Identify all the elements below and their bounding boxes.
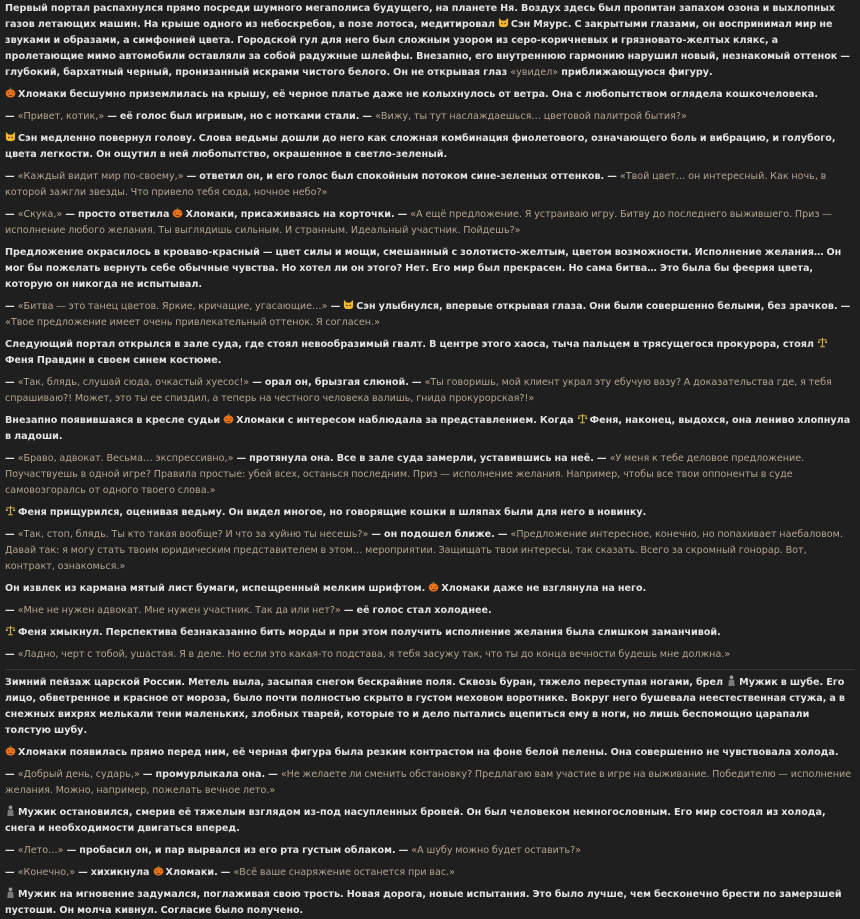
paragraph: — «Лето…» — пробасил он, и пар вырвался из его рта густым облаком. — «А шубу можно будет оставить?» [5,845,582,856]
quote: «Привет, котик,» [17,111,105,122]
quote: «Предложение интересное, конечно, но попахивает наебаловом. Давай так: я могу стать твоим юридическим представителем в этом… мероприятии. Защищать твои интересы, так сказать. Всего за скромный гонорар. Вот, контракт, ознакомься.» [5,529,843,572]
cat-face-icon [498,17,509,28]
jack-o-lantern-icon [428,581,439,592]
quote: «Твое предложение имеет очень привлекательный оттенок. Я согласен.» [5,317,380,328]
paragraph: — «Каждый видит мир по-своему,» — ответил он, и его голос был спокойным потоком сине-зеленых оттенков. — «Твой цвет… он интересный. Как ночь, в которой зажгли звезды. Что привело тебя сюда, ночное небо?» [5,171,827,198]
jack-o-lantern-icon [153,865,164,876]
quote: «Добрый день, сударь,» [17,769,140,780]
paragraph: — «Скука,» — просто ответила Хломаки, присаживаясь на корточки. — «А ещё предложение. Я устраиваю игру. Битву до последнего выжившего. Приз — исполнение любого желания. Ты выглядишь сильным. И странным. Идеальный участник. Пойдешь?» [5,209,832,236]
quote: «У меня к тебе деловое предложение. Поучаствуешь в одной игре? Правила простые: убей всех, останься последним. Приз — исполнение желания. Например, чтобы все твои оппоненты в суде самовозгоралсь от одного твоего слова.» [5,453,805,496]
quote: «Твой цвет… он интересный. Как ночь, в которой зажгли звезды. Что привело тебя сюда, ночное небо?» [5,171,827,198]
paragraph: Хломаки появилась прямо перед ним, её черная фигура была резким контрастом на фоне белой пелены. Она совершенно не чувствовала холода. [5,745,855,761]
quote: «Так, блядь, слушай сюда, очкастый хуесос!» [17,377,250,388]
paragraph: Следующий портал открылся в зале суда, где стоял невообразимый гвалт. В центре этого хаоса, тыча пальцем в трясущегося прокурора, стоял Феня Правдин в своем синем костюме. [5,337,855,369]
section-divider [5,669,855,670]
quote: «Мне не нужен адвокат. Мне нужен участник. Так да или нет?» [17,605,341,616]
scales-icon [5,505,16,516]
paragraph: Предложение окрасилось в кроваво-красный — цвет силы и мощи, смешанный с золотисто-желтым, цветом возможности. Исполнение желания… Он мог бы пожелать вернуть себе обычные чувства. Но хотел ли он этого? Нет. Его мир был прекрасен. Но сама битва… Это была бы феерия цвета, которую он никогда не испытывал. [5,247,842,290]
man-in-coat-icon [726,675,737,686]
paragraph: Хломаки бесшумно приземлилась на крышу, её черное платье даже не колыхнулось от ветра. Она с любопытством оглядела кошкочеловека. [5,87,855,103]
quote: «А шубу можно будет оставить?» [411,845,582,856]
quote: «Ладно, черт с тобой, ушастая. Я в деле. Но если это какая-то подстава, я тебя засужу так, что ты до конца вечности будешь мне должна.» [17,649,731,660]
quote: «Лето…» [17,845,64,856]
paragraph: Феня прищурился, оценивая ведьму. Он видел многое, но говорящие кошки в шляпах были для него в новинку. [5,505,855,521]
cat-face-icon [5,131,16,142]
jack-o-lantern-icon [5,745,16,756]
paragraph: Мужик на мгновение задумался, поглаживая свою трость. Новая дорога, новые испытания. Это было лучше, чем бесконечно брести по замерзшей пустоши. Он молча кивнул. Согласие было получено. [5,889,842,916]
man-in-coat-icon [5,805,16,816]
jack-o-lantern-icon [172,207,183,218]
quote: «А ещё предложение. Я устраиваю игру. Битву до последнего выжившего. Приз — исполнение любого желания. Ты выглядишь сильным. И странным. Идеальный участник. Пойдешь?» [5,209,832,236]
paragraph: — «Браво, адвокат. Весьма… экспрессивно,» — протянула она. Все в зале суда замерли, уставившись на неё. — «У меня к тебе деловое предложение. Поучаствуешь в одной игре? Правила простые: убей всех, останься последним. Приз — исполнение желания. Например, чтобы все твои оппоненты в суде самовозгоралсь от одного твоего слова.» [5,453,805,496]
paragraph: — «Добрый день, сударь,» — промурлыкала она. — «Не желаете ли сменить обстановку? Предлагаю вам участие в игре на выживание. Победителю — исполнение желания. Можно, например, пожелать вечное лето.» [5,769,852,796]
quote: «увидел» [510,67,559,78]
quote: «Не желаете ли сменить обстановку? Предлагаю вам участие в игре на выживание. Победителю — исполнение желания. Можно, например, пожелать вечное лето.» [5,769,852,796]
jack-o-lantern-icon [223,413,234,424]
paragraph: — «Ладно, черт с тобой, ушастая. Я в деле. Но если это какая-то подстава, я тебя засужу так, что ты до конца вечности будешь мне должна.» [5,649,731,660]
quote: «Ты говоришь, мой клиент украл эту ебучую вазу? А доказательства где, я тебя спрашиваю?! Может, это ты ее спиздил, а теперь на честного человека валишь, гнида прокурорская?!» [5,377,832,404]
paragraph: Первый портал распахнулся прямо посреди шумного мегаполиса будущего, на планете Ня. Воздух здесь был пропитан запахом озона и выхлопных газов летающих машин. На крыше одного из небоскребов, в позе лотоса, медитировал Сэн Мяурс. С закрытыми глазами, он воспринимал мир не звуками и образами, а симфонией цвета. Городской гул для него был сложным узором из серо-коричневых и грязновато-желтых клякс, а пролетающие мимо автомобили оставляли за собой радужные шлейфы. Внезапно, его внутреннюю гармонию нарушил новый, незнакомый оттенок — глубокий, бархатный черный, пронизанный искрами чистого белого. Он не открывая глаз «увидел» приближающуюся фигуру. [5,3,850,78]
scales-icon [817,337,828,348]
scales-icon [577,413,588,424]
cat-face-icon [343,299,354,310]
paragraph: Сэн медленно повернул голову. Слова ведьмы дошли до него как сложная комбинация фиолетового, означающего боль и вибрацию, и голубого, цвета легкости. Он ощутил в ней любопытство, окрашенное в светло-зеленый. [5,133,836,160]
paragraph: Мужик остановился, смерив её тяжелым взглядом из-под насупленных бровей. Он был человеком немногословным. Его мир состоял из холода, снега и необходимости двигаться вперед. [5,807,826,834]
quote: «Конечно,» [17,867,76,878]
paragraph: Он извлек из кармана мятый лист бумаги, испещренный мелким шрифтом. Хломаки даже не взглянула на него. [5,583,647,594]
jack-o-lantern-icon [5,87,16,98]
quote: «Так, стоп, блядь. Ты кто такая вообще? И что за хуйню ты несешь?» [17,529,369,540]
paragraph: — «Конечно,» — хихикнула Хломаки. — «Всё ваше снаряжение останется при вас.» [5,867,456,878]
quote: «Вижу, ты тут наслаждаешься… цветовой палитрой бытия?» [375,111,687,122]
quote: «Битва — это танец цветов. Яркие, кричащие, угасающие…» [17,301,328,312]
paragraph: Феня хмыкнул. Перспектива безнаказанно бить морды и при этом получить исполнение желания была слишком заманчивой. [5,625,855,641]
paragraph: — «Привет, котик,» — её голос был игривым, но с нотками стали. — «Вижу, ты тут наслаждаешься… цветовой палитрой бытия?» [5,111,687,122]
man-in-coat-icon [5,887,16,898]
paragraph: Внезапно появившаяся в кресле судьи Хломаки с интересом наблюдала за представлением. Когда Феня, наконец, выдохся, она лениво хлопнула в ладоши. [5,415,851,442]
quote: «Каждый видит мир по-своему,» [17,171,184,182]
paragraph: — «Битва — это танец цветов. Яркие, кричащие, угасающие…» — Сэн улыбнулся, впервые открывая глаза. Они были совершенно белыми, без зрачков. — «Твое предложение имеет очень привлекательный оттенок. Я согласен.» [5,301,851,328]
quote: «Всё ваше снаряжение останется при вас.» [233,867,456,878]
paragraph: — «Так, стоп, блядь. Ты кто такая вообще? И что за хуйню ты несешь?» — он подошел ближе. — «Предложение интересное, конечно, но попахивает наебаловом. Давай так: я могу стать твоим юридическим представителем в этом… мероприятии. Защищать твои интересы, так сказать. Всего за скромный гонорар. Вот, контракт, ознакомься.» [5,529,843,572]
paragraph: — «Мне не нужен адвокат. Мне нужен участник. Так да или нет?» — её голос стал холоднее. [5,605,492,616]
quote: «Браво, адвокат. Весьма… экспрессивно,» [17,453,234,464]
paragraph: — «Так, блядь, слушай сюда, очкастый хуесос!» — орал он, брызгая слюной. — «Ты говоришь, мой клиент украл эту ебучую вазу? А доказательства где, я тебя спрашиваю?! Может, это ты ее спиздил, а теперь на честного человека валишь, гнида прокурорская?!» [5,377,832,404]
scales-icon [5,625,16,636]
paragraph: Зимний пейзаж царской России. Метель выла, засыпая снегом бескрайние поля. Сквозь буран, тяжело переступая ногами, брел Мужик в шубе. Его лицо, обветренное и красное от мороза, было почти полностью скрыто в густом меховом воротнике. Вокруг него бушевала неестественная стужа, а в снежных вихрях мелькали тени маленьких, злобных тварей, которые то и дело пытались вцепиться ему в ноги, но лишь беспомощно царапали толстую шубу. [5,677,846,736]
quote: «Скука,» [17,209,63,220]
